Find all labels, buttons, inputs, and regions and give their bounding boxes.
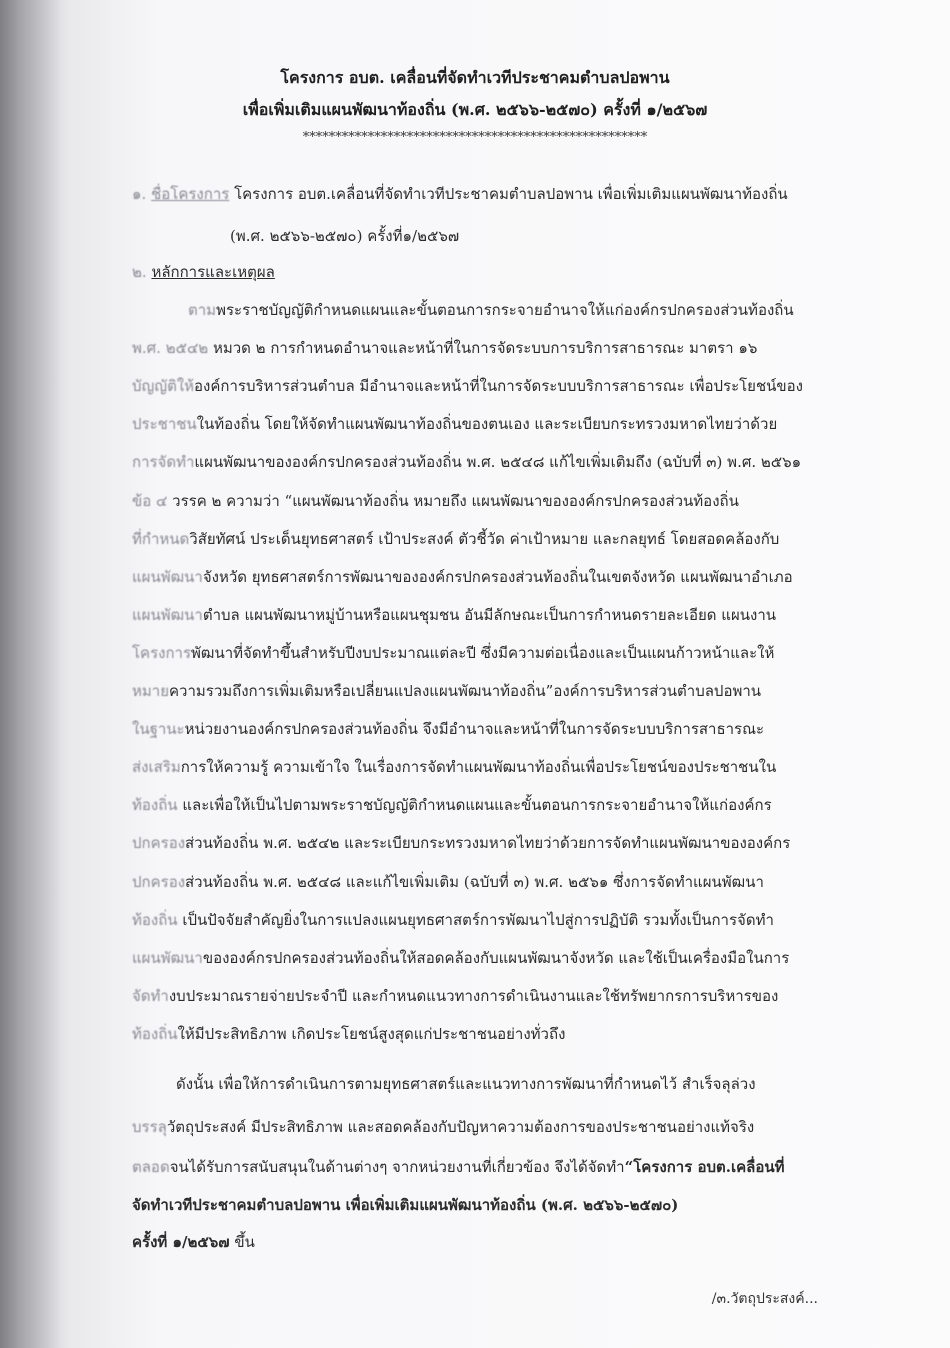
paragraph-1-line — [132, 948, 789, 968]
next-page-marker: /๓.วัตถุประสงค์... — [711, 1291, 818, 1307]
document-title — [0, 62, 950, 148]
paragraph-1-line — [132, 567, 793, 587]
paragraph-1-line — [132, 719, 764, 739]
line-lead: ประชาชน — [132, 415, 197, 434]
line-text: จนได้รับการสนับสนุนในด้านต่างๆ จากหน่วยงานที่เกี่ยวข้อง จึงได้จัดทำ — [169, 1158, 625, 1176]
line-text: และเพื่อให้เป็นไปตามพระราชบัญญัติกำหนดแผนและขั้นตอนการกระจายอำนาจให้แก่องค์กร — [177, 796, 772, 815]
section-1-heading: ชื่อโครงการ — [151, 185, 230, 203]
line-text: ครั้งที่ ๑/๒๕๖๗ — [132, 1233, 230, 1251]
line-lead: จัดทำ — [132, 986, 169, 1005]
line-text: วัตถุประสงค์ มีประสิทธิภาพ และสอดคล้องกับปัญหาความต้องการของประชาชนอย่างแท้จริง — [166, 1118, 755, 1136]
paragraph-1-line — [132, 872, 764, 892]
line-lead: ข้อ ๔ — [132, 491, 168, 510]
section-1-text-1: โครงการ อบต.เคลื่อนที่จัดทำเวทีประชาคมตำบลปอพาน เพื่อเพิ่มเติมแผนพัฒนาท้องถิ่น — [234, 185, 788, 203]
line-lead: แผนพัฒนา — [132, 948, 203, 967]
paragraph-1-line — [132, 605, 776, 625]
closing-word: ขึ้น — [229, 1233, 255, 1251]
line-text: วรรค ๒ ความว่า “แผนพัฒนาท้องถิ่น หมายถึง แผนพัฒนาขององค์กรปกครองส่วนท้องถิ่น — [167, 491, 739, 510]
line-lead: ท้องถิ่น — [132, 796, 178, 815]
line-text: ดังนั้น เพื่อให้การดำเนินการตามยุทธศาสตร์และแนวทางการพัฒนาที่กำหนดไว้ สำเร็จลุล่วง — [176, 1075, 756, 1093]
line-lead: ปกครอง — [132, 834, 186, 853]
line-text: ส่วนท้องถิ่น พ.ศ. ๒๕๔๘ และแก้ไขเพิ่มเติม (ฉบับที่ ๓) พ.ศ. ๒๕๖๑ ซึ่งการจัดทำแผนพัฒนา — [185, 872, 764, 891]
line-text: ความรวมถึงการเพิ่มเติมหรือเปลี่ยนแปลงแผนพัฒนาท้องถิ่น”องค์การบริหารส่วนตำบลปอพาน — [169, 682, 762, 700]
paragraph-1-line — [132, 910, 774, 930]
line-text: วิสัยทัศน์ ประเด็นยุทธศาสตร์ เป้าประสงค์ ตัวชี้วัด ค่าเป้าหมาย และกลยุทธ์ โดยสอดคล้องกับ — [189, 529, 780, 548]
section-1-line-2: (พ.ศ. ๒๕๖๖-๒๕๗๐) ครั้งที่๑/๒๕๖๗ — [230, 227, 460, 245]
line-lead: แผนพัฒนา — [132, 567, 203, 586]
paragraph-2-line — [132, 1157, 785, 1177]
paragraph-1-line — [132, 681, 761, 701]
line-lead: การจัดทำ — [132, 453, 195, 472]
line-lead: บัญญัติให้ — [132, 377, 195, 396]
line-lead: โครงการ — [132, 643, 192, 662]
section-1-line-1 — [132, 184, 788, 204]
paragraph-1-line — [132, 643, 774, 663]
line-text: ตำบล แผนพัฒนาหมู่บ้านหรือแผนชุมชน อันมีลักษณะเป็นการกำหนดรายละเอียด แผนงาน — [202, 605, 777, 624]
line-text: หน่วยงานองค์กรปกครองส่วนท้องถิ่น จึงมีอำนาจและหน้าที่ในการจัดระบบบริการสาธารณะ — [184, 720, 765, 739]
line-lead: บรรลุ — [132, 1118, 167, 1136]
section-2-heading-line — [132, 262, 275, 282]
line-lead: ที่กำหนด — [132, 529, 190, 548]
project-name-bold: “โครงการ อบต.เคลื่อนที่ — [624, 1158, 785, 1176]
line-text: จังหวัด ยุทธศาสตร์การพัฒนาขององค์กรปกครองส่วนท้องถิ่นในเขตจังหวัด แผนพัฒนาอำเภอ — [202, 567, 793, 586]
line-text: ให้มีประสิทธิภาพ เกิดประโยชน์สูงสุดแก่ประชาชนอย่างทั่วถึง — [177, 1024, 566, 1043]
line-text: พระราชบัญญัติกำหนดแผนและขั้นตอนการกระจายอำนาจให้แก่องค์กรปกครองส่วนท้องถิ่น — [216, 301, 794, 319]
section-2-number: ๒. — [132, 263, 147, 281]
paragraph-1-line — [132, 452, 801, 472]
paragraph-2-line — [132, 1195, 678, 1215]
title-line-1: โครงการ อบต. เคลื่อนที่จัดทำเวทีประชาคมตำบลปอพาน — [280, 68, 670, 87]
line-text: เป็นปัจจัยสำคัญยิ่งในการแปลงแผนยุทธศาสตร์การพัฒนาไปสู่การปฏิบัติ รวมทั้งเป็นการจัดทำ — [177, 910, 774, 929]
section-2-heading: หลักการและเหตุผล — [151, 263, 275, 281]
line-lead: ตลอด — [132, 1158, 170, 1176]
line-lead: ท้องถิ่น — [132, 910, 178, 929]
paragraph-1-line — [132, 1024, 565, 1044]
line-lead: แผนพัฒนา — [132, 605, 203, 624]
line-text: องค์การบริหารส่วนตำบล มีอำนาจและหน้าที่ในการจัดระบบบริการสาธารณะ เพื่อประโยชน์ของ — [194, 377, 803, 396]
paragraph-1-line — [132, 833, 790, 853]
line-text: จัดทำเวทีประชาคมตำบลปอพาน เพื่อเพิ่มเติมแผนพัฒนาท้องถิ่น (พ.ศ. ๒๕๖๖-๒๕๗๐) — [132, 1196, 679, 1214]
line-lead: ส่งเสริม — [132, 758, 181, 777]
paragraph-2-line — [132, 1117, 754, 1137]
paragraph-1-line — [132, 529, 779, 549]
line-text: ส่วนท้องถิ่น พ.ศ. ๒๕๔๒ และระเบียบกระทรวงมหาดไทยว่าด้วยการจัดทำแผนพัฒนาขององค์กร — [185, 834, 791, 853]
line-text: การให้ความรู้ ความเข้าใจ ในเรื่องการจัดทำแผนพัฒนาท้องถิ่นเพื่อประโยชน์ของประชาชนใน — [180, 758, 777, 777]
paragraph-1-line — [132, 414, 777, 434]
paragraph-1-line — [132, 986, 778, 1006]
line-lead: ท้องถิ่น — [132, 1024, 178, 1043]
line-lead: ในฐานะ — [132, 720, 185, 739]
paragraph-1-line — [188, 300, 794, 320]
separator-stars: ***************************************************** — [302, 130, 648, 145]
line-text: แผนพัฒนาขององค์กรปกครองส่วนท้องถิ่น พ.ศ. ๒๕๔๘ แก้ไขเพิ่มเติมถึง (ฉบับที่ ๓) พ.ศ. ๒๕๖๑ — [194, 453, 802, 472]
line-text: งบประมาณรายจ่ายประจำปี และกำหนดแนวทางการดำเนินงานและใช้ทรัพยากรการบริหารของ — [168, 986, 779, 1005]
line-lead: พ.ศ. ๒๕๔๒ — [132, 339, 209, 358]
paragraph-1-line — [132, 757, 776, 777]
line-text: ในท้องถิ่น โดยให้จัดทำแผนพัฒนาท้องถิ่นของตนเอง และระเบียบกระทรวงมหาดไทยว่าด้วย — [196, 415, 778, 434]
paragraph-1-line — [132, 491, 739, 511]
section-1-number: ๑. — [132, 185, 147, 203]
paragraph-2-line — [132, 1232, 255, 1252]
line-text: ขององค์กรปกครองส่วนท้องถิ่นให้สอดคล้องกับแผนพัฒนาจังหวัด และใช้เป็นเครื่องมือในการ — [202, 948, 790, 967]
line-lead: ตาม — [188, 301, 217, 319]
paragraph-1-line — [132, 338, 757, 358]
paragraph-2-line — [176, 1074, 756, 1094]
paragraph-1-line — [132, 376, 803, 396]
paragraph-1-line — [132, 795, 772, 815]
line-lead: ปกครอง — [132, 872, 186, 891]
line-text: พัฒนาที่จัดทำขึ้นสำหรับปีงบประมาณแต่ละปี ซึ่งมีความต่อเนื่องและเป็นแผนก้าวหน้าและให้ — [191, 643, 775, 662]
line-lead: หมาย — [132, 682, 169, 700]
line-text: หมวด ๒ การกำหนดอำนาจและหน้าที่ในการจัดระบบการบริการสาธารณะ มาตรา ๑๖ — [208, 339, 758, 358]
title-line-2: เพื่อเพิ่มเติมแผนพัฒนาท้องถิ่น (พ.ศ. ๒๕๖๖-๒๕๗๐) ครั้งที่ ๑/๒๕๖๗ — [242, 100, 708, 119]
